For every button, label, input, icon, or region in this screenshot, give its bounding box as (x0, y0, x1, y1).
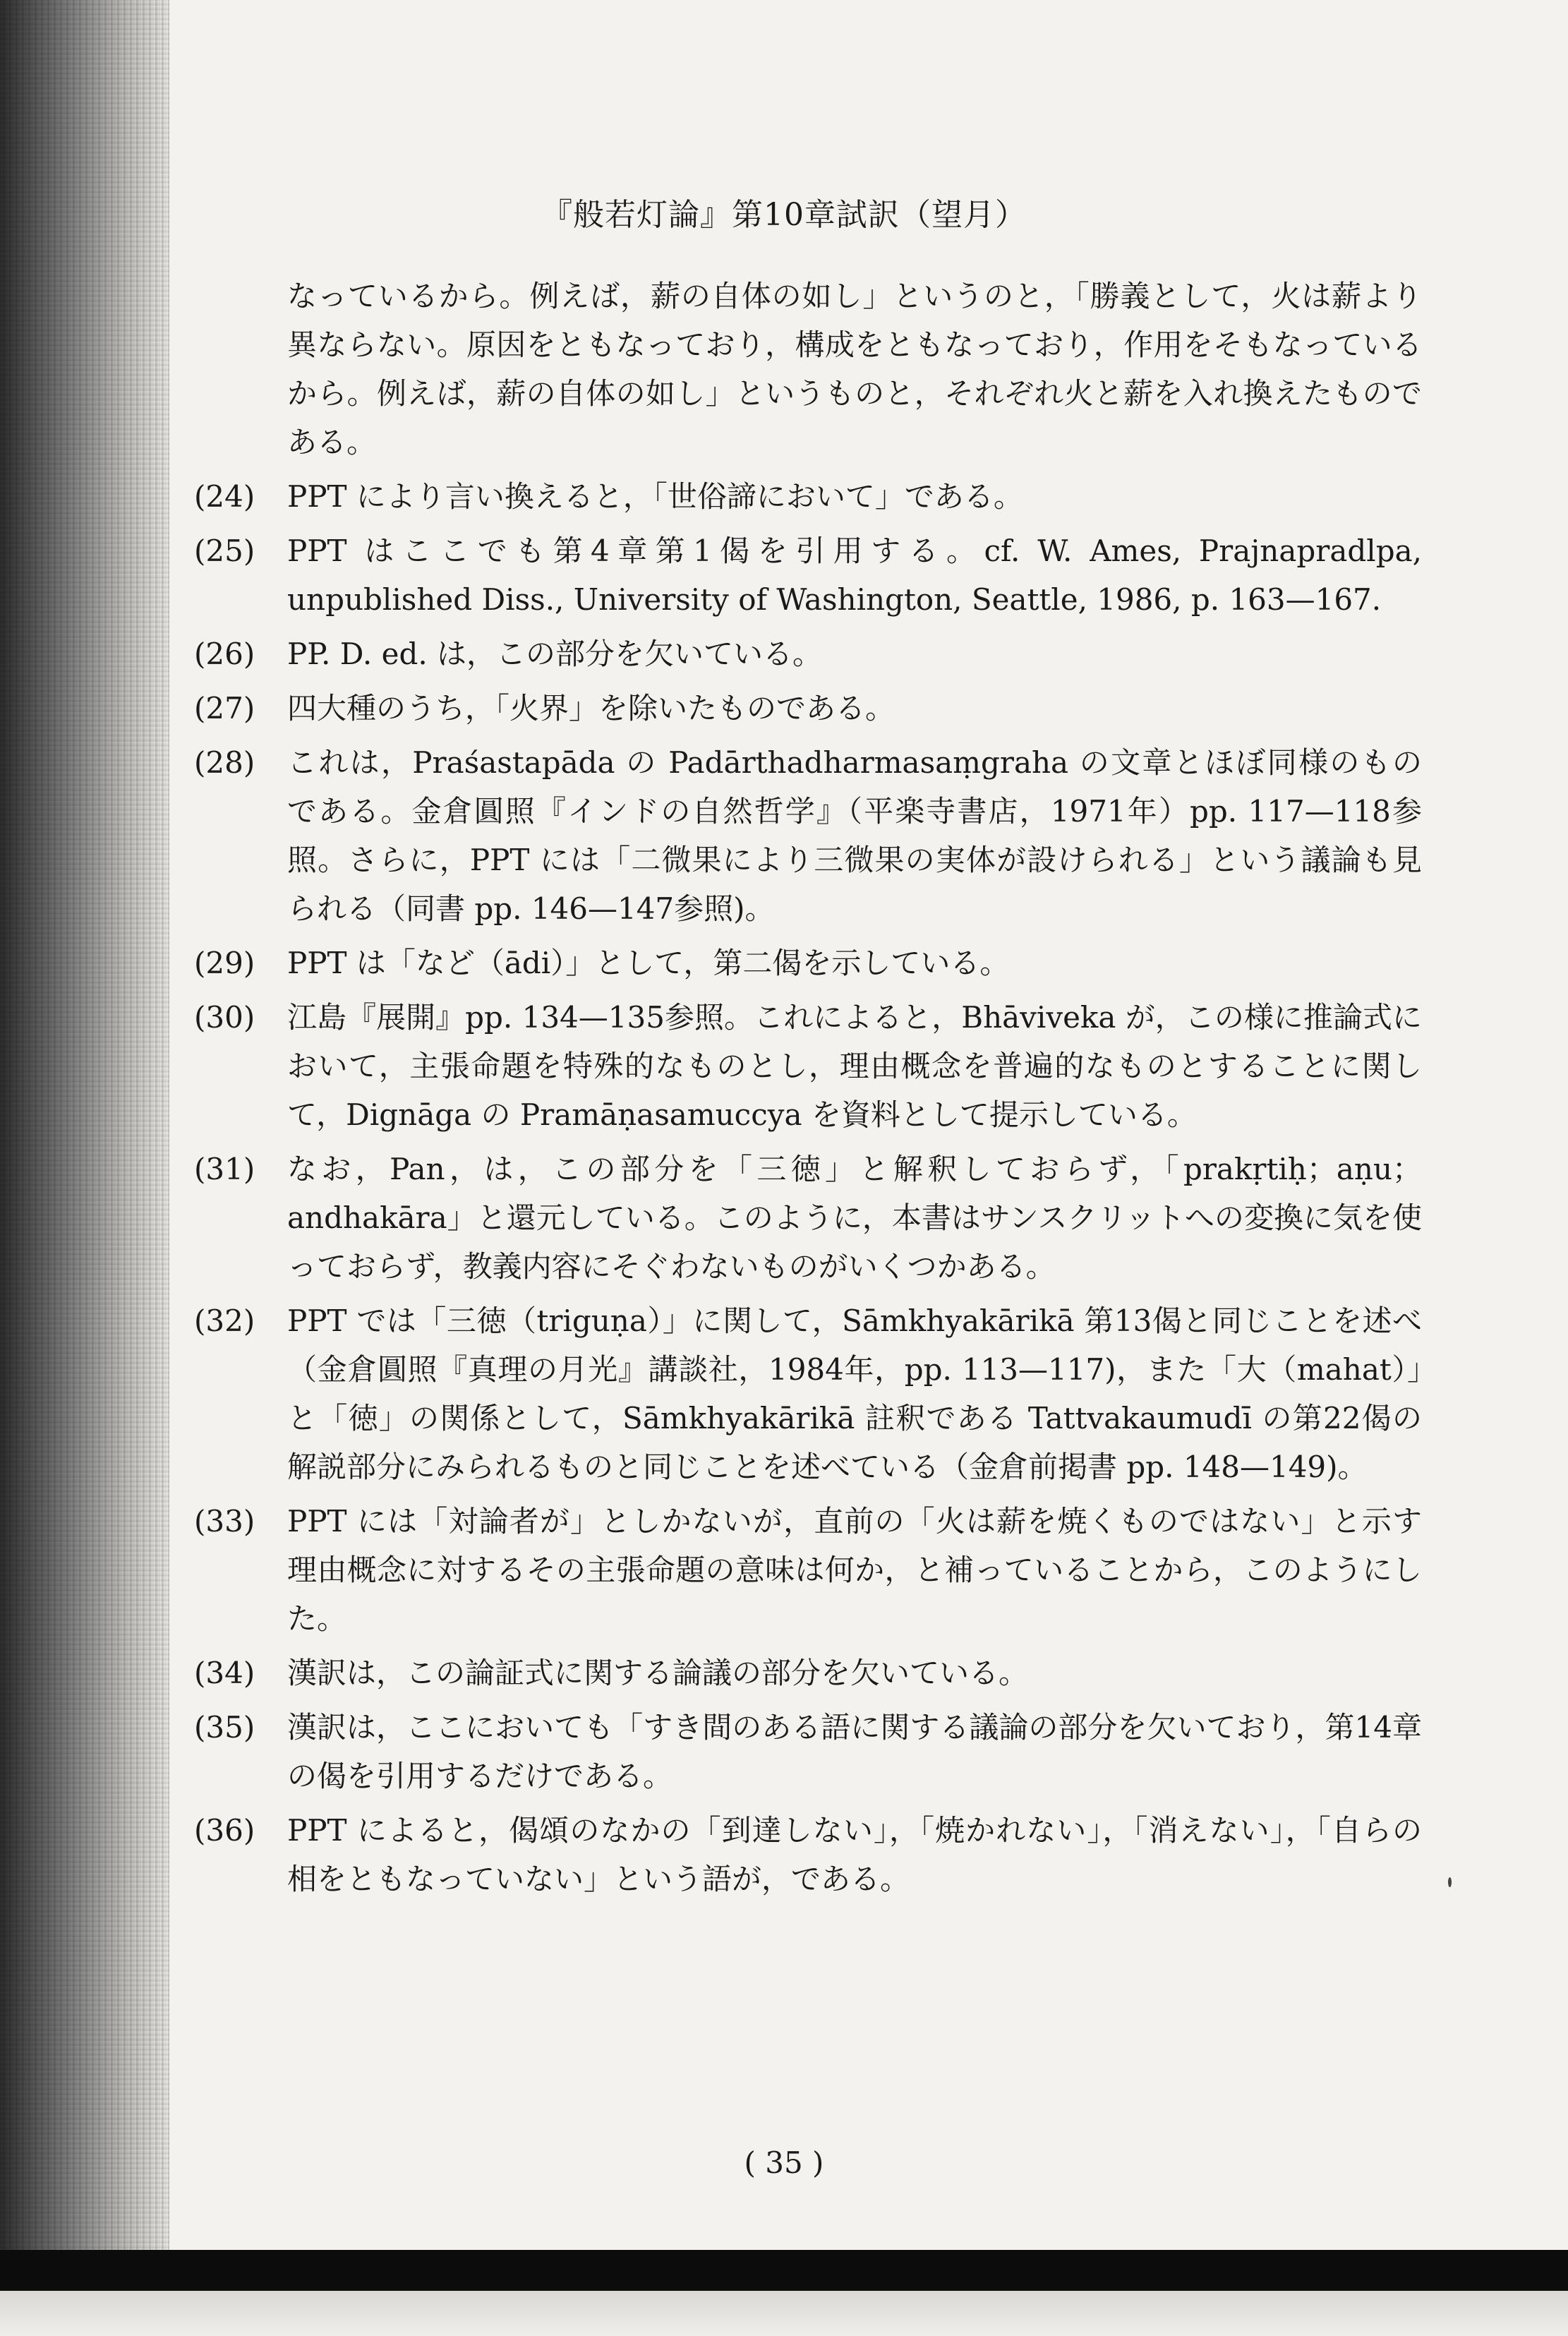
endnote-27 (194, 684, 1422, 733)
running-header: 『般若灯論』第10章試訳（望月） (541, 197, 1027, 233)
note-number: (28) (194, 745, 255, 780)
endnote-35 (194, 1703, 1422, 1800)
note-number: (24) (194, 479, 255, 514)
note-text: PPT によると，偈頌のなかの「到達しない」，「焼かれない」，「消えない」，「自らの相をともなっていない」という語が，である。 (287, 1813, 1422, 1896)
note-text: PPT では「三徳（triguṇa）」に関して，Sāmkhyakārikā 第13偈と同じことを述べ（金倉圓照『真理の月光』講談社，1984年，pp. 113—117)，また「大（mahat）」と「徳」の関係として，Sāmkhyakārikā 註釈である Tattvakaumudī の第22偈の解説部分にみられるものと同じことを述べている（金倉前掲書 pp. 148—149)。 (287, 1304, 1422, 1484)
endnote-29 (194, 939, 1422, 987)
note-text: PPT はここでも第4章第1偈を引用する。cf. W. Ames, Prajnapradlpa, unpublished Diss., University of Washington, Seattle, 1986, p. 163—167. (287, 534, 1422, 617)
note-text: 漢訳は，この論証式に関する論議の部分を欠いている。 (287, 1656, 1029, 1690)
note-text: 漢訳は，ここにおいても「すき間のある語に関する議論の部分を欠いており，第14章の偈を引用するだけである。 (287, 1710, 1422, 1793)
endnote-26 (194, 630, 1422, 678)
endnote-32 (194, 1296, 1422, 1491)
note-number: (26) (194, 637, 255, 671)
note-number: (32) (194, 1304, 255, 1338)
scan-bottom-strip (0, 2291, 1568, 2336)
endnote-28 (194, 738, 1422, 933)
scan-bottom-bar (0, 2250, 1568, 2291)
note-text: PPT には「対論者が」としかないが，直前の「火は薪を焼くものではない」と示す理由概念に対するその主張命題の意味は何か，と補っていることから，このようにした。 (287, 1504, 1422, 1636)
endnote-31 (194, 1145, 1422, 1291)
endnote-25 (194, 526, 1422, 624)
note-number: (34) (194, 1656, 255, 1690)
note-continuation: なっているから。例えば，薪の自体の如し」というのと，「勝義として，火は薪より異ならない。原因をともなっており，構成をともなっており，作用をそもなっているから。例えば，薪の自体の如し」というものと，それぞれ火と薪を入れ換えたものである。 (287, 279, 1422, 459)
note-number: (31) (194, 1152, 255, 1186)
note-text: PPT により言い換えると，「世俗諦において」である。 (287, 479, 1023, 514)
endnote-33 (194, 1497, 1422, 1643)
note-number: (27) (194, 691, 255, 726)
note-text: なお，Pan，は，この部分を「三徳」と解釈しておらず，「prakṛtiḥ；aṇu；andhakāra」と還元している。このように，本書はサンスクリットへの変換に気を使っておらず，教義内容にそぐわないものがいくつかある。 (287, 1152, 1422, 1284)
endnotes-list (194, 272, 1422, 1909)
note-text: 江島『展開』pp. 134—135参照。これによると，Bhāviveka が，この様に推論式において，主張命題を特殊的なものとし，理由概念を普遍的なものとすることに関して，Dignāga の Pramāṇasamuccya を資料として提示している。 (287, 1000, 1422, 1132)
endnote-36 (194, 1806, 1422, 1903)
note-text: これは，Praśastapāda の Padārthadharmasaṃgraha の文章とほぼ同様のものである。金倉圓照『インドの自然哲学』（平楽寺書店，1971年）pp. 117—118参照。さらに，PPT には「二微果により三微果の実体が設けられる」という議論も見られる（同書 pp. 146—147参照)。 (287, 745, 1422, 926)
page-number: ( 35 ) (744, 2145, 824, 2180)
endnote-30 (194, 993, 1422, 1139)
note-text: PPT は「など（ādi）」として，第二偈を示している。 (287, 946, 1010, 980)
note-number: (25) (194, 534, 255, 568)
note-text: PP. D. ed. は，この部分を欠いている。 (287, 637, 823, 671)
note-number: (35) (194, 1710, 255, 1745)
note-number: (30) (194, 1000, 255, 1035)
note-number: (36) (194, 1813, 255, 1848)
note-number: (29) (194, 946, 255, 980)
endnote-34 (194, 1649, 1422, 1697)
scan-speck (1448, 1877, 1452, 1887)
note-number: (33) (194, 1504, 255, 1539)
note-text: 四大種のうち，「火界」を除いたものである。 (287, 691, 895, 726)
endnote-24 (194, 472, 1422, 521)
